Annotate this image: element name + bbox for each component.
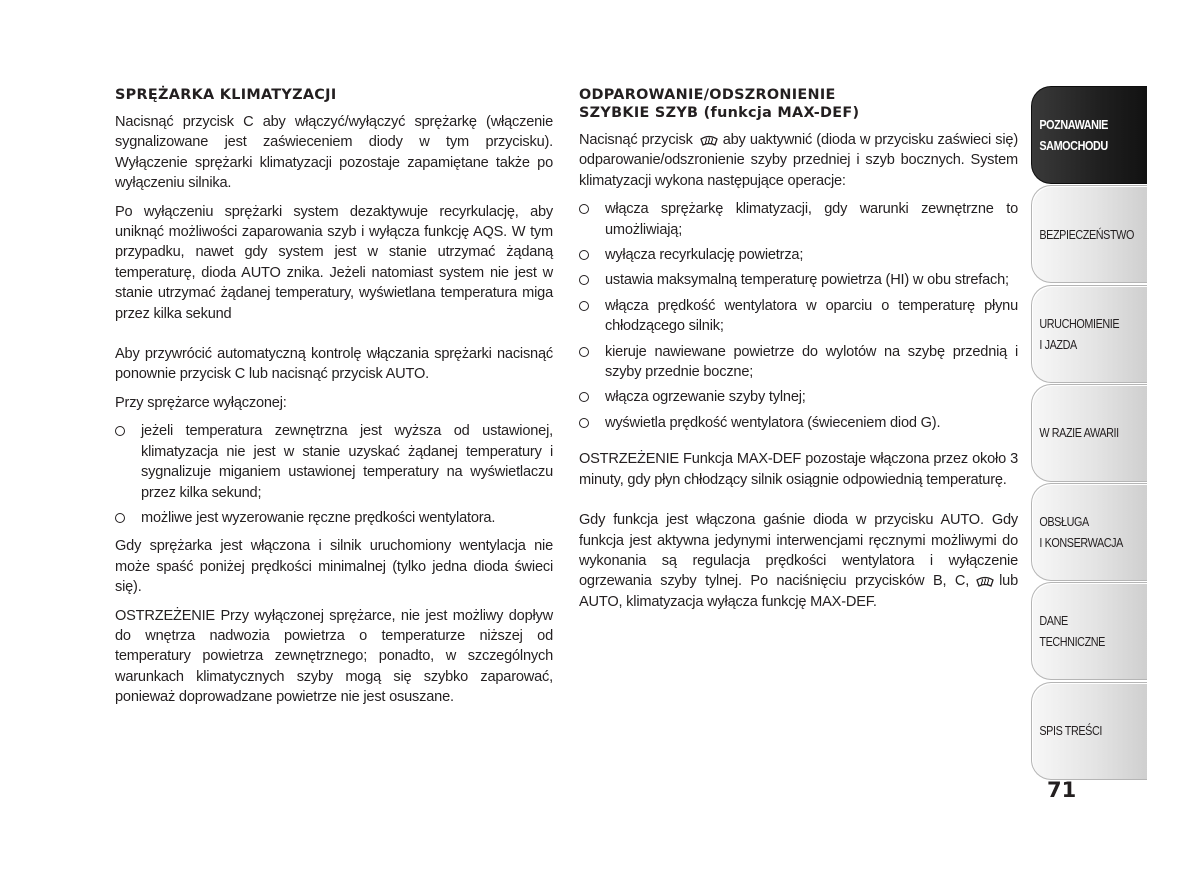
- paragraph: Przy sprężarce wyłączonej:: [115, 394, 287, 411]
- section-heading-max-def: ODPAROWANIE/ODSZRONIENIE SZYBKIE SZYB (funkcja MAX-DEF): [579, 87, 860, 121]
- list-item: ustawia maksymalną temperaturę powietrza (HI) w obu strefach;: [579, 270, 1018, 290]
- windshield-defrost-icon: [699, 133, 719, 146]
- left-column: [115, 86, 553, 716]
- tab-obsluga-i-konserwacja[interactable]: OBSŁUGA I KONSERWACJA: [1031, 483, 1147, 581]
- paragraph: Aby przywrócić automatyczną kontrolę włączania sprężarki nacisnąć ponownie przycisk C lub nacisnąć przycisk AUTO.: [115, 346, 553, 383]
- tab-dane-techniczne[interactable]: DANE TECHNICZNE: [1031, 582, 1147, 680]
- windshield-defrost-icon: [975, 574, 995, 587]
- bullet-circle-icon: [579, 418, 589, 428]
- list-item: możliwe jest wyzerowanie ręczne prędkości wentylatora.: [115, 508, 553, 528]
- paragraph: Nacisnąć przycisk aby uaktywnić (dioda w przycisku zaświeci się) odparowanie/odszronienie szyby przedniej i szyb bocznych. System klimatyzacji wykona następujące operacje:: [579, 132, 1018, 189]
- paragraph: Gdy funkcja jest włączona gaśnie dioda w przycisku AUTO. Gdy funkcja jest aktywna jedynymi interwencjami ręcznymi możliwymi do wykonania są regulacja prędkości wentylatora i wyłączenie ogrzewania szyby tylnej. Po naciśnięciu przycisków B, C, lub AUTO, klimatyzacja wyłącza funkcję MAX-DEF.: [579, 512, 1018, 610]
- bullet-circle-icon: [579, 275, 589, 285]
- right-column: [579, 86, 1018, 620]
- list-item: kieruje nawiewane powietrze do wylotów na szybę przednią i szyby przednie boczne;: [579, 342, 1018, 383]
- paragraph: Nacisnąć przycisk C aby włączyć/wyłączyć sprężarkę (włączenie sygnalizowane jest zaświeceniem diody w tym przycisku). Wyłączenie sprężarki klimatyzacji pozostaje zapamiętane także po wyłączeniu silnika.: [115, 114, 553, 192]
- list-item: włącza prędkość wentylatora w oparciu o temperaturę płynu chłodzącego silnik;: [579, 296, 1018, 337]
- list-item: jeżeli temperatura zewnętrzna jest wyższa od ustawionej, klimatyzacja nie jest w stanie uzyskać żądanej temperatury i sygnalizuje miganiem ustawionej temperatury na wyświetlaczu przez kilka sekund;: [115, 421, 553, 503]
- tab-w-razie-awarii[interactable]: W RAZIE AWARII: [1031, 384, 1147, 482]
- bullet-circle-icon: [579, 301, 589, 311]
- tab-spis-tresci[interactable]: SPIS TREŚCI: [1031, 682, 1147, 780]
- tab-uruchomienie-i-jazda[interactable]: URUCHOMIENIE I JAZDA: [1031, 285, 1147, 383]
- list-item: wyłącza recyrkulację powietrza;: [579, 245, 1018, 265]
- list-item: włącza sprężarkę klimatyzacji, gdy warunki zewnętrzne to umożliwiają;: [579, 199, 1018, 240]
- list-item: wyświetla prędkość wentylatora (świeceniem diod G).: [579, 413, 1018, 433]
- paragraph-warning: OSTRZEŻENIE Przy wyłączonej sprężarce, nie jest możliwy dopływ do wnętrza nadwozia powietrza o temperaturze niższej od temperatury powietrza zewnętrznego; ponadto, w szczególnych warunkach klimatycznych szyby mogą się szybko zaparować, ponieważ doprowadzane powietrze nie jest osuszane.: [115, 607, 553, 706]
- bullet-circle-icon: [579, 392, 589, 402]
- section-heading-compressor: SPRĘŻARKA KLIMATYZACJI: [115, 87, 337, 103]
- bullet-list: [115, 421, 553, 528]
- paragraph: Po wyłączeniu sprężarki system dezaktywuje recyrkulację, aby uniknąć możliwości zaparowania szyb i wyłącza funkcję AQS. W tym przypadku, nawet gdy system jest w stanie utrzymać żądaną temperaturę, dioda AUTO znika. Jeżeli natomiast system nie jest w stanie utrzymać żądanej temperatury, wyświetlana temperatura miga przez kilka sekund: [115, 203, 553, 322]
- bullet-circle-icon: [579, 250, 589, 260]
- bullet-list: [579, 199, 1018, 433]
- tab-bezpieczenstwo[interactable]: BEZPIECZEŃSTWO: [1031, 185, 1147, 283]
- page-number: 71: [1047, 778, 1077, 802]
- bullet-circle-icon: [579, 347, 589, 357]
- paragraph: Gdy sprężarka jest włączona i silnik uruchomiony wentylacja nie może spaść poniżej prędkości minimalnej (tylko jedna dioda świeci się).: [115, 538, 553, 596]
- bullet-circle-icon: [115, 513, 125, 523]
- chapter-tabs: [1031, 86, 1147, 781]
- tab-poznawanie-samochodu[interactable]: POZNAWANIE SAMOCHODU: [1031, 86, 1147, 184]
- paragraph-warning: OSTRZEŻENIE Funkcja MAX-DEF pozostaje włączona przez około 3 minuty, gdy płyn chłodzący silnik osiągnie odpowiednią temperaturę.: [579, 451, 1018, 488]
- bullet-circle-icon: [115, 426, 125, 436]
- list-item: włącza ogrzewanie szyby tylnej;: [579, 387, 1018, 407]
- bullet-circle-icon: [579, 204, 589, 214]
